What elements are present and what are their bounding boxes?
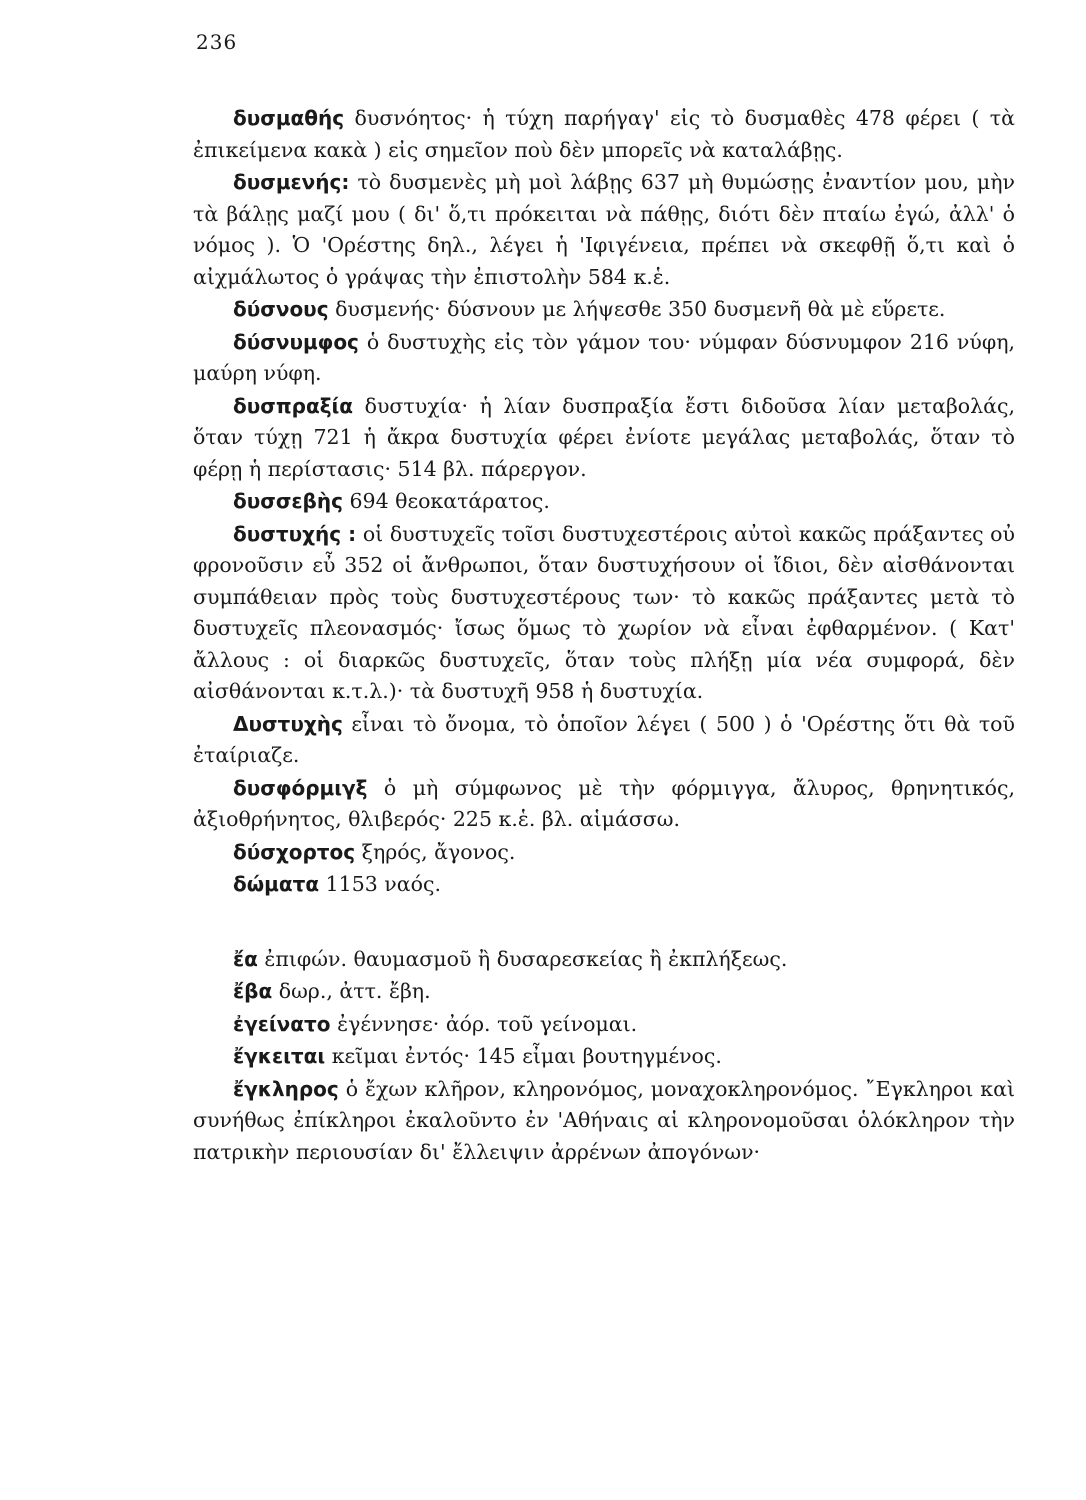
lemma: δυσπραξία	[233, 393, 354, 418]
entry	[193, 869, 1015, 901]
lemma: ἔα	[233, 946, 258, 971]
entry	[193, 167, 1015, 293]
definition: ὁ ἔχων κλῆρον, κληρονόμος, μοναχοκληρονόμος. ῎Εγκληροι καὶ συνήθως ἐπίκληροι ἐκαλοῦντο ἐν 'Αθήναις αἱ κληρονομοῦσαι ὁλόκληρον τὴν πατρικὴν περιουσίαν δι' ἔλλειψιν ἀρρένων ἀπογόνων·	[193, 1076, 1015, 1164]
entry	[193, 294, 1015, 326]
definition: 1153 ναός.	[325, 872, 441, 896]
lemma: δυσφόρμιγξ	[233, 775, 368, 800]
lemma: Δυστυχὴς	[233, 711, 343, 736]
lemma: ἔγκειται	[233, 1044, 326, 1068]
definition: ἐπιφών. θαυμασμοῦ ἢ δυσαρεσκείας ἢ ἐκπλήξεως.	[264, 946, 788, 971]
entry	[193, 519, 1015, 708]
definition: κεῖμαι ἐντός· 145 εἶμαι βουτηγμένος.	[331, 1044, 722, 1068]
definition: δυσνόητος· ἡ τύχη παρήγαγ' εἰς τὸ δυσμαθὲς 478 φέρει ( τὰ ἐπικείμενα κακὰ ) εἰς σημεῖον ποὺ δὲν μπορεῖς νὰ καταλάβῃς.	[193, 106, 1015, 162]
lemma: ἔγκληρος	[233, 1076, 339, 1101]
definition: δυσμενής· δύσνουν με λήψεσθε 350 δυσμενῆ θὰ μὲ εὕρετε.	[335, 297, 946, 321]
definition: δωρ., ἀττ. ἔβη.	[278, 979, 431, 1003]
definition: εἶναι τὸ ὄνομα, τὸ ὁποῖον λέγει ( 500 ) ὁ 'Ορέστης ὅτι θὰ τοῦ ἐταίριαζε.	[193, 711, 1015, 767]
entries-column	[193, 103, 1015, 1169]
lemma: δυσσεβὴς	[233, 489, 343, 513]
entry	[193, 1041, 1015, 1073]
lemma: δύσνους	[233, 297, 329, 321]
definition: ἐγέννησε· ἀόρ. τοῦ γείνομαι.	[337, 1011, 638, 1036]
page-number: 236	[196, 30, 238, 54]
lemma: δυσμενής:	[233, 170, 350, 194]
lemma: δύσνυμφος	[233, 329, 359, 354]
lemma: ἐγείνατο	[233, 1011, 331, 1036]
lemma: δυσμαθής	[233, 106, 345, 130]
lemma: δυστυχής :	[233, 521, 357, 546]
definition: δυστυχία· ἡ λίαν δυσπραξία ἔστι διδοῦσα λίαν μεταβολάς, ὅταν τύχῃ 721 ἡ ἄκρα δυστυχία φέρει ἐνίοτε μεγάλας μεταβολάς, ὅταν τὸ φέρῃ ἡ περίστασις· 514 βλ. πάρεργον.	[193, 393, 1015, 481]
entry	[193, 837, 1015, 869]
entry	[193, 391, 1015, 486]
definition: ξηρός, ἄγονος.	[361, 839, 516, 864]
section-divider	[193, 902, 1015, 944]
lemma: δύσχορτος	[233, 839, 356, 864]
definition: τὸ δυσμενὲς μὴ μοὶ λάβῃς 637 μὴ θυμώσῃς ἐναντίον μου, μὴν τὰ βάλῃς μαζί μου ( δι' ὅ,τι πρόκειται νὰ πάθῃς, διότι δὲν πταίω ἐγώ, ἀλλ' ὁ νόμος ). Ὁ 'Ορέστης δηλ., λέγει ἡ 'Ιφιγένεια, πρέπει νὰ σκεφθῇ ὅ,τι καὶ ὁ αἰχμάλωτος ὁ γράψας τὴν ἐπιστολὴν 584 κ.ἑ.	[193, 170, 1015, 289]
lemma: δώματα	[233, 872, 320, 896]
definition: οἱ δυστυχεῖς τοῖσι δυστυχεστέροις αὐτοὶ κακῶς πράξαντες οὐ φρονοῦσιν εὖ 352 οἱ ἄνθρωποι, ὅταν δυστυχήσουν οἱ ἴδιοι, δὲν αἰσθάνονται συμπάθειαν πρὸς τοὺς δυστυχεστέρους των· τὸ κακῶς πράξαντες μετὰ τὸ δυστυχεῖς πλεονασμός· ἴσως ὅμως τὸ χωρίον νὰ εἶναι ἐφθαρμένον. ( Κατ' ἄλλους : οἱ διαρκῶς δυστυχεῖς, ὅταν τοὺς πλήξῃ μία νέα συμφορά, δὲν αἰσθάνονται κ.τ.λ.)· τὰ δυστυχῆ 958 ἡ δυστυχία.	[193, 521, 1015, 703]
definition: ὁ δυστυχὴς εἰς τὸν γάμον του· νύμφαν δύσνυμφον 216 νύφη, μαύρη νύφη.	[193, 329, 1015, 385]
entry	[193, 944, 1015, 976]
entry	[193, 1074, 1015, 1169]
entry	[193, 103, 1015, 166]
entry	[193, 327, 1015, 390]
entry	[193, 976, 1015, 1008]
lemma: ἔβα	[233, 979, 273, 1003]
entry	[193, 486, 1015, 518]
definition: ὁ μὴ σύμφωνος μὲ τὴν φόρμιγγα, ἄλυρος, θρηνητικός, ἀξιοθρήνητος, θλιβερός· 225 κ.ἑ. βλ. αἱμάσσω.	[193, 775, 1015, 831]
entry	[193, 773, 1015, 836]
entry	[193, 1009, 1015, 1041]
definition: 694 θεοκατάρατος.	[349, 489, 550, 513]
entry	[193, 709, 1015, 772]
